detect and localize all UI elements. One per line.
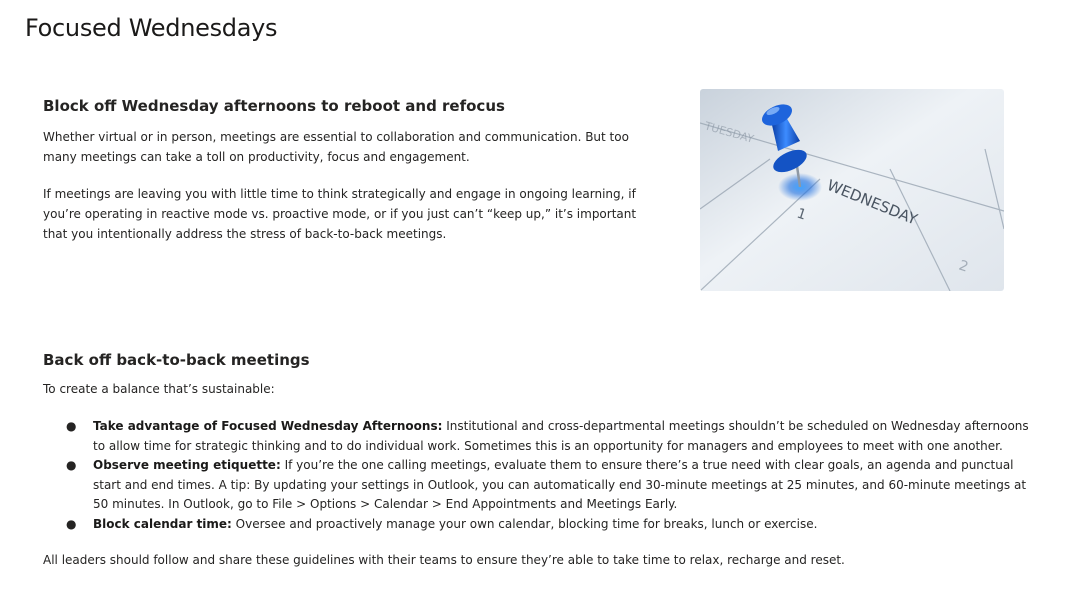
bullet-icon: ●	[66, 516, 77, 531]
list-item-label: Take advantage of Focused Wednesday Afternoons:	[93, 419, 443, 433]
intro-text: To create a balance that’s sustainable:	[43, 382, 275, 396]
closing-text: All leaders should follow and share these guidelines with their teams to ensure they’re able to take time to relax, recharge and reset.	[43, 553, 845, 567]
section-heading: Block off Wednesday afternoons to reboot and refocus	[43, 97, 505, 115]
page-title: Focused Wednesdays	[25, 14, 278, 42]
calendar-prev-day-label: TUESDAY	[703, 119, 756, 146]
list-item	[66, 515, 1033, 535]
calendar-next-date-number: 2	[956, 257, 971, 276]
calendar-date-number: 1	[794, 205, 809, 224]
paragraph: If meetings are leaving you with little time to think strategically and engage in ongoing learning, if you’re operating in reactive mode vs. proactive mode, or if you just can’t “keep up,” it’s important that you intentionally address the stress of back-to-back meetings.	[43, 187, 637, 241]
bullet-icon: ●	[66, 419, 77, 433]
calendar-day-label: WEDNESDAY	[824, 176, 920, 229]
list-item-text: Oversee and proactively manage your own calendar, blocking time for breaks, lunch or exercise.	[231, 516, 818, 531]
list-item	[66, 456, 1033, 515]
list-item-label: Block calendar time:	[93, 516, 232, 531]
guidelines-list	[43, 417, 1033, 534]
paragraph: Whether virtual or in person, meetings are essential to collaboration and communication. But too many meetings can take a toll on productivity, focus and engagement.	[43, 130, 629, 164]
section-back-off-meetings	[43, 351, 1033, 570]
bullet-icon: ●	[66, 458, 77, 472]
list-item-label: Observe meeting etiquette:	[93, 458, 281, 472]
list-item-text: Institutional and cross-departmental meetings shouldn’t be scheduled on Wednesday afternoons to allow time for strategic thinking and to do individual work. Sometimes this is an opportunity for managers and employees to meet with one another.	[93, 419, 1029, 453]
list-item-text: If you’re the one calling meetings, evaluate them to ensure there’s a true need with clear goals, an agenda and punctual start and end times. A tip: By updating your settings in Outlook, you can automatically end 30-minute meetings at 25 minutes, and 60-minute meetings at 50 minutes. In Outlook, go to File > Options > Calendar > End Appointments and Meetings Early.	[93, 458, 1027, 511]
section-heading: Back off back-to-back meetings	[43, 351, 310, 369]
calendar-pushpin-image	[700, 89, 1004, 291]
section-block-off-wednesdays	[43, 97, 663, 261]
list-item	[66, 417, 1033, 456]
